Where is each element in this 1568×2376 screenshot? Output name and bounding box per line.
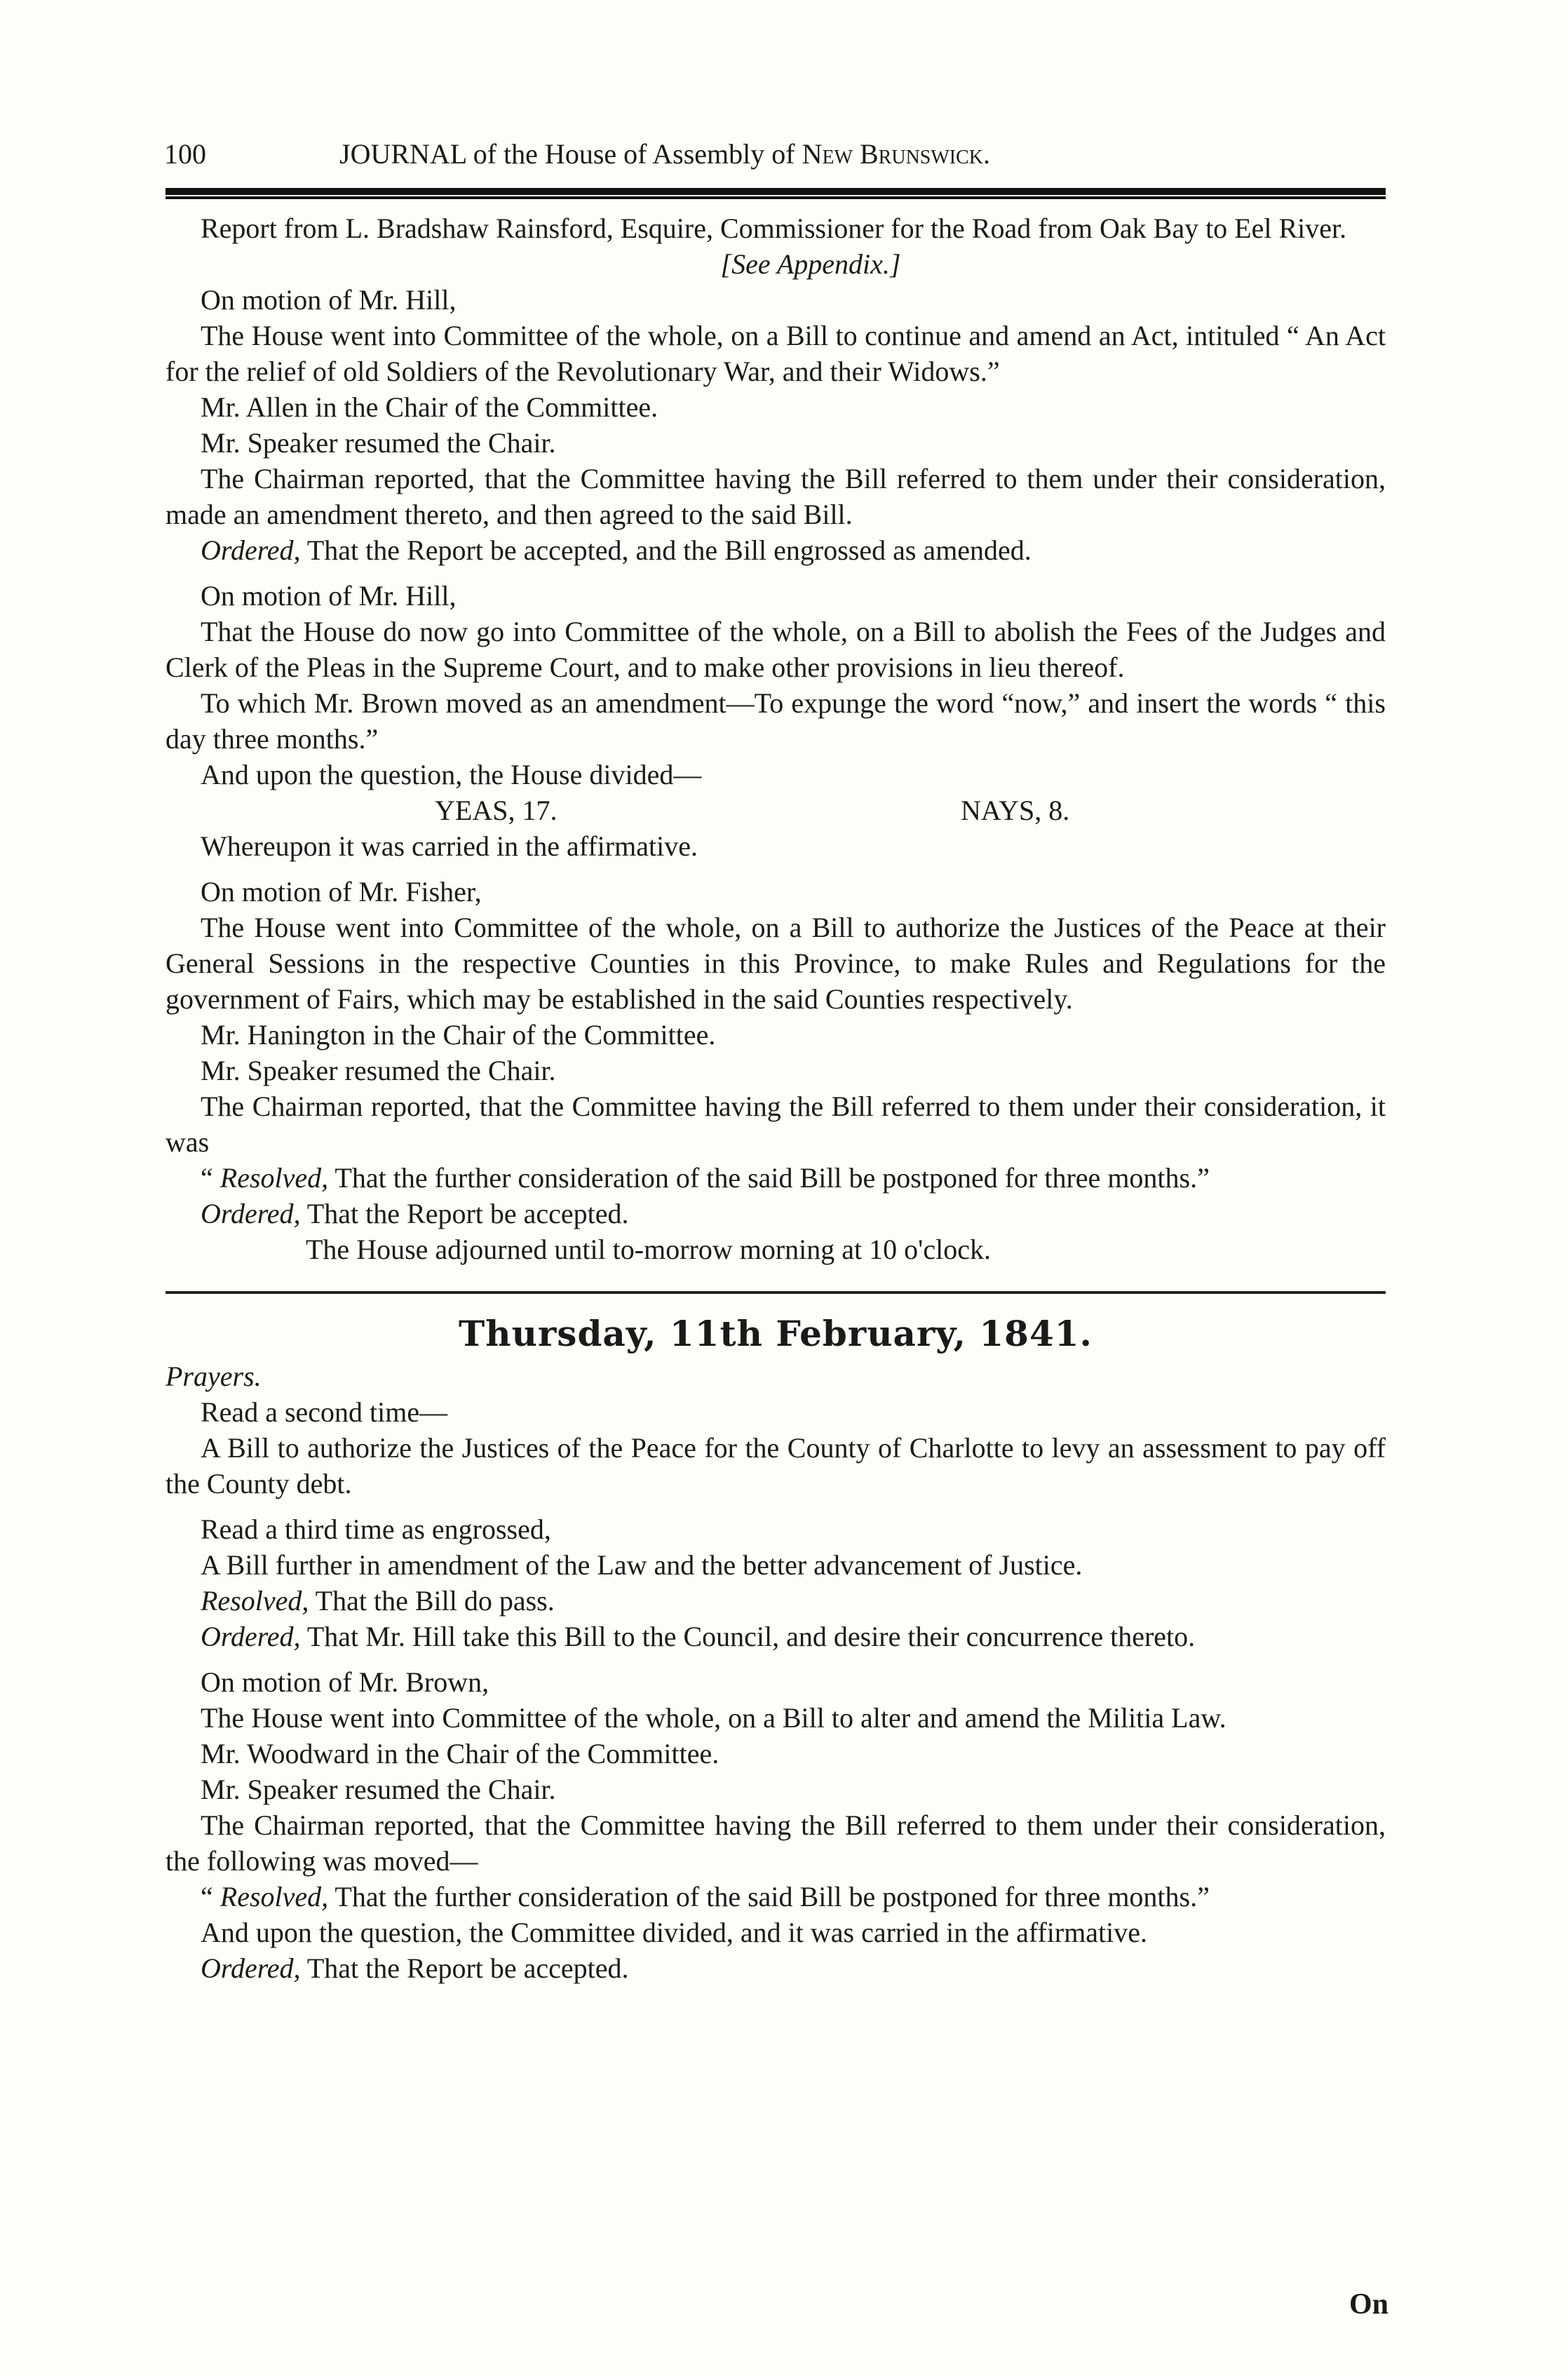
vote-tally xyxy=(165,792,1386,828)
chair-entry: Mr. Allen in the Chair of the Committee. xyxy=(201,391,658,423)
reading-entry: Read a second time— xyxy=(201,1396,448,1428)
bill-title: A Bill further in amendment of the Law and the better advancement of Justice. xyxy=(201,1549,1083,1581)
chairman-report: The Chairman reported, that the Committee having the Bill referred to them under their consideration, it was xyxy=(165,1091,1386,1158)
report-entry: Report from L. Bradshaw Rainsford, Esquire, Commissioner for the Road from Oak Bay to Eel River. xyxy=(201,212,1347,244)
speaker-entry: Mr. Speaker resumed the Chair. xyxy=(201,1774,556,1805)
adjournment-entry: The House adjourned until to-morrow morning at 10 o'clock. xyxy=(306,1234,991,1265)
running-header xyxy=(164,135,1384,174)
chairman-report: The Chairman reported, that the Committee having the Bill referred to them under their consideration, the following was moved— xyxy=(165,1809,1386,1877)
bill-title: A Bill to authorize the Justices of the Peace for the County of Charlotte to levy an assessment to pay off the County debt. xyxy=(165,1432,1386,1499)
speaker-entry: Mr. Speaker resumed the Chair. xyxy=(201,1055,556,1086)
journal-body xyxy=(165,210,1386,1986)
committee-entry: The House went into Committee of the whole, on a Bill to continue and amend an Act, intituled “ An Act for the relief of old Soldiers of the Revolutionary War, and their Widows.” xyxy=(165,320,1386,387)
running-title-place: New Brunswick. xyxy=(802,138,991,170)
catchword: On xyxy=(1349,2288,1388,2321)
ordered-entry: Ordered, That the Report be accepted. xyxy=(201,1952,629,1984)
reading-entry: Read a third time as engrossed, xyxy=(201,1513,551,1545)
chair-entry: Mr. Hanington in the Chair of the Committee. xyxy=(201,1019,716,1051)
speaker-entry: Mr. Speaker resumed the Chair. xyxy=(201,427,556,459)
motion-text: That the House do now go into Committee of the whole, on a Bill to abolish the Fees of the Judges and Clerk of the Pleas in the Supreme Court, and to make other provisions in lieu thereof. xyxy=(165,616,1386,683)
ordered-entry: Ordered, That the Report be accepted, and the Bill engrossed as amended. xyxy=(201,534,1032,566)
chairman-report: The Chairman reported, that the Committee having the Bill referred to them under their consideration, made an amendment thereto, and then agreed to the said Bill. xyxy=(165,463,1386,530)
running-title: JOURNAL of the House of Assembly of xyxy=(339,138,802,170)
motion-line: On motion of Mr. Brown, xyxy=(201,1666,489,1698)
chair-entry: Mr. Woodward in the Chair of the Committee. xyxy=(201,1738,719,1769)
ordered-entry: Ordered, That Mr. Hill take this Bill to the Council, and desire their concurrence thereto. xyxy=(201,1621,1196,1652)
motion-line: On motion of Mr. Hill, xyxy=(201,284,457,316)
nays-count: NAYS, 8. xyxy=(961,795,1070,826)
result-entry: Whereupon it was carried in the affirmative. xyxy=(201,830,698,862)
appendix-reference: [See Appendix.] xyxy=(720,248,901,280)
committee-entry: The House went into Committee of the whole, on a Bill to authorize the Justices of the Peace at their General Sessions in the respective Counties in this Province, to make Rules and Regulations for the government of Fairs, which may be established in the said Counties respectively. xyxy=(165,912,1386,1015)
yeas-count: YEAS, 17. xyxy=(435,795,557,826)
resolved-entry: Resolved, That the Bill do pass. xyxy=(201,1585,555,1616)
division-entry: And upon the question, the House divided— xyxy=(201,759,702,790)
header-double-rule xyxy=(165,188,1386,199)
resolved-entry: “ Resolved, That the further consideration of the said Bill be postponed for three months.” xyxy=(201,1881,1210,1912)
amendment-entry: To which Mr. Brown moved as an amendment—To expunge the word “now,” and insert the words “ this day three months.” xyxy=(165,687,1386,755)
ordered-entry: Ordered, That the Report be accepted. xyxy=(201,1198,629,1229)
division-entry: And upon the question, the Committee divided, and it was carried in the affirmative. xyxy=(201,1917,1148,1948)
page-number: 100 xyxy=(164,138,206,170)
resolved-entry: “ Resolved, That the further consideration of the said Bill be postponed for three months.” xyxy=(201,1162,1210,1194)
prayers-label: Prayers. xyxy=(165,1361,262,1392)
section-divider xyxy=(165,1291,1386,1294)
date-heading: Thursday, 11th February, 1841. xyxy=(459,1313,1093,1354)
motion-line: On motion of Mr. Fisher, xyxy=(201,876,482,907)
committee-entry: The House went into Committee of the whole, on a Bill to alter and amend the Militia Law. xyxy=(201,1702,1226,1734)
motion-line: On motion of Mr. Hill, xyxy=(201,580,457,612)
